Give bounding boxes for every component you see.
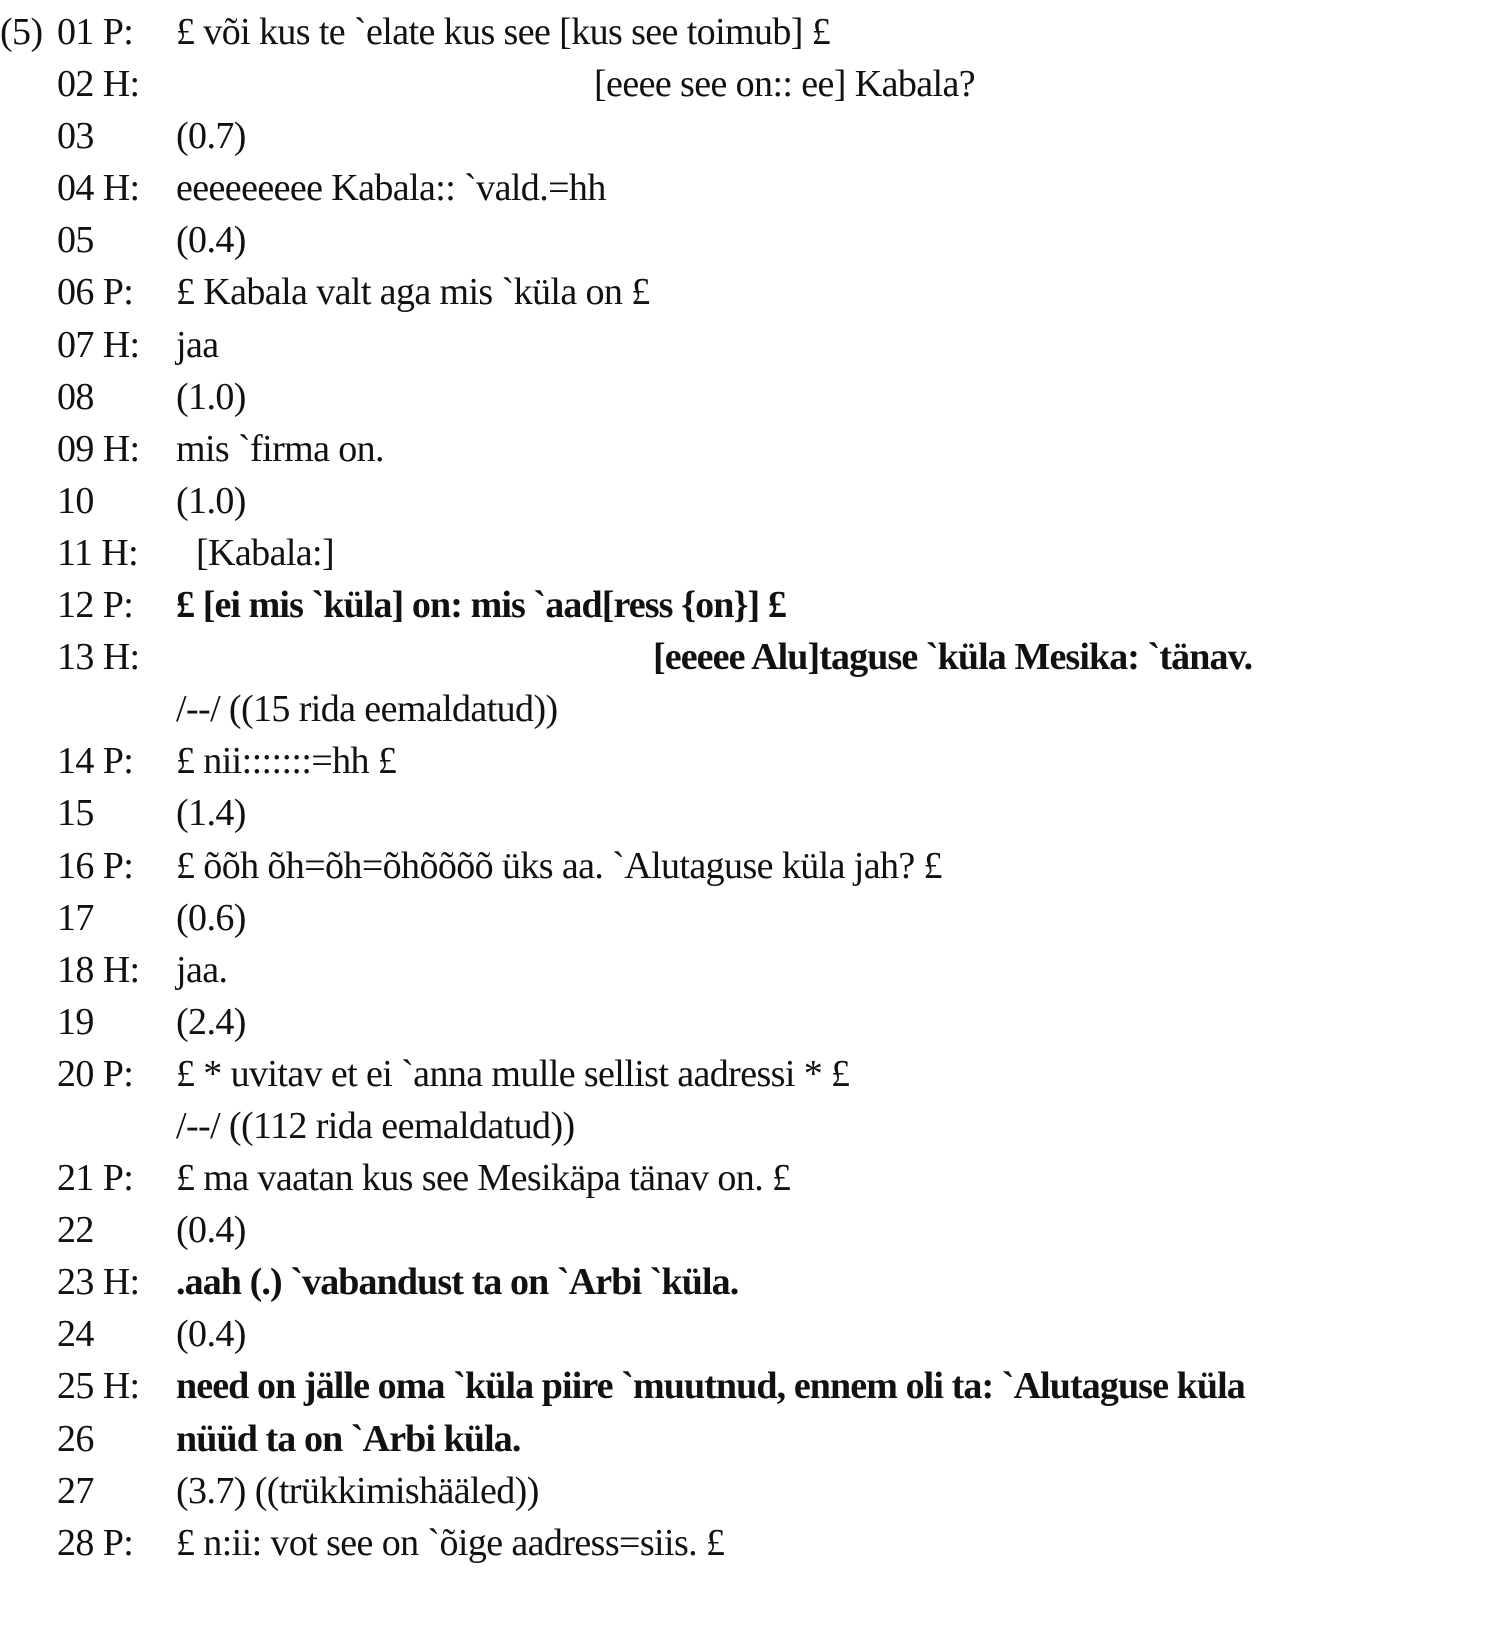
transcript-line-21 (0, 1152, 1488, 1204)
utterance-emphasized: need on jälle oma `küla piire `muutnud, ennem oli ta: `Alutaguse küla (176, 1365, 1245, 1408)
transcript-line-03 (0, 110, 1488, 162)
transcript-line-02 (0, 58, 1488, 110)
utterance: £ nii:::::::=hh £ (176, 740, 397, 783)
transcript-line-04 (0, 162, 1488, 214)
line-number: 08 (57, 375, 94, 418)
line-number: 22 (57, 1209, 94, 1252)
transcript-line-19 (0, 996, 1488, 1048)
line-number: 25 H: (57, 1365, 140, 1408)
utterance: £ või kus te `elate kus see [kus see toimub] £ (176, 11, 831, 53)
transcript-line-11 (0, 527, 1488, 579)
line-number: 02 H: (57, 63, 140, 106)
transcript-line-08 (0, 371, 1488, 423)
line-number: 16 P: (57, 844, 134, 887)
line-number: 19 (57, 1000, 94, 1043)
pause: (0.4) (176, 1313, 246, 1356)
transcript-line-17 (0, 892, 1488, 944)
line-number: 18 H: (57, 948, 140, 991)
transcript-line-23 (0, 1256, 1488, 1308)
utterance: [Kabala:] (196, 531, 335, 574)
transcript-line-06 (0, 266, 1488, 318)
line-number: 11 H: (57, 531, 139, 574)
line-number: 14 P: (57, 740, 134, 783)
transcript-line-01 (0, 6, 1488, 58)
line-number: 26 (57, 1417, 94, 1460)
line-number: 21 P: (57, 1157, 134, 1200)
transcript-line-09 (0, 423, 1488, 475)
utterance-emphasized: £ [ei mis `küla] on: mis `aad[ress {on}] £ (176, 584, 787, 627)
line-number: 01 P: (57, 11, 134, 53)
utterance: jaa (176, 323, 219, 366)
pause: (0.4) (176, 219, 246, 262)
transcript-omission-note (0, 1100, 1488, 1152)
line-number: 28 P: (57, 1521, 134, 1564)
utterance-emphasized: nüüd ta on `Arbi küla. (176, 1417, 521, 1460)
transcript-line-10 (0, 475, 1488, 527)
line-number: 06 P: (57, 271, 134, 314)
line-number: 20 P: (57, 1052, 134, 1095)
omission-note: /--/ ((112 rida eemaldatud)) (176, 1104, 575, 1147)
line-number: 24 (57, 1313, 94, 1356)
example-label: (5) (0, 11, 43, 53)
utterance: £ Kabala valt aga mis `küla on £ (176, 271, 650, 314)
pause: (1.4) (176, 792, 246, 835)
transcript-line-15 (0, 787, 1488, 839)
utterance: £ õõh õh=õh=õhõõõõ üks aa. `Alutaguse küla jah? £ (176, 844, 942, 887)
utterance-overlap: [eeee see on:: ee] Kabala? (594, 63, 976, 106)
pause: (1.0) (176, 479, 246, 522)
transcript-line-18 (0, 944, 1488, 996)
transcript-line-24 (0, 1308, 1488, 1360)
transcript-example-5 (0, 6, 1488, 1569)
utterance: eeeeeeeee Kabala:: `vald.=hh (176, 167, 606, 210)
transcript-line-12 (0, 579, 1488, 631)
transcript-line-20 (0, 1048, 1488, 1100)
transcript-line-28 (0, 1517, 1488, 1569)
line-number: 04 H: (57, 167, 140, 210)
line-number: 07 H: (57, 323, 140, 366)
utterance: £ n:ii: vot see on `õige aadress=siis. £ (176, 1521, 725, 1564)
transcript-line-05 (0, 214, 1488, 266)
pause: (3.7) ((trükkimishääled)) (176, 1469, 539, 1512)
line-number: 03 (57, 115, 94, 158)
transcript-line-13 (0, 631, 1488, 683)
pause: (2.4) (176, 1000, 246, 1043)
transcript-line-27 (0, 1465, 1488, 1517)
line-number: 23 H: (57, 1261, 140, 1304)
utterance: mis `firma on. (176, 427, 384, 470)
transcript-omission-note (0, 683, 1488, 735)
pause: (1.0) (176, 375, 246, 418)
line-number: 12 P: (57, 584, 134, 627)
transcript-line-25 (0, 1360, 1488, 1412)
utterance: £ * uvitav et ei `anna mulle sellist aadressi * £ (176, 1052, 850, 1095)
utterance-emphasized: .aah (.) `vabandust ta on `Arbi `küla. (176, 1261, 739, 1304)
transcript-line-16 (0, 840, 1488, 892)
utterance-overlap-emphasized: [eeeee Alu]taguse `küla Mesika: `tänav. (653, 636, 1253, 679)
pause: (0.4) (176, 1209, 246, 1252)
line-number: 05 (57, 219, 94, 262)
transcript-line-14 (0, 735, 1488, 787)
line-number: 27 (57, 1469, 94, 1512)
omission-note: /--/ ((15 rida eemaldatud)) (176, 688, 558, 731)
line-number: 15 (57, 792, 94, 835)
line-number: 10 (57, 479, 94, 522)
pause: (0.7) (176, 115, 246, 158)
line-number: 13 H: (57, 636, 140, 679)
utterance: £ ma vaatan kus see Mesikäpa tänav on. £ (176, 1157, 791, 1200)
transcript-line-22 (0, 1204, 1488, 1256)
pause: (0.6) (176, 896, 246, 939)
line-number: 09 H: (57, 427, 140, 470)
transcript-line-26 (0, 1413, 1488, 1465)
line-number: 17 (57, 896, 94, 939)
transcript-line-07 (0, 319, 1488, 371)
utterance: jaa. (176, 948, 228, 991)
